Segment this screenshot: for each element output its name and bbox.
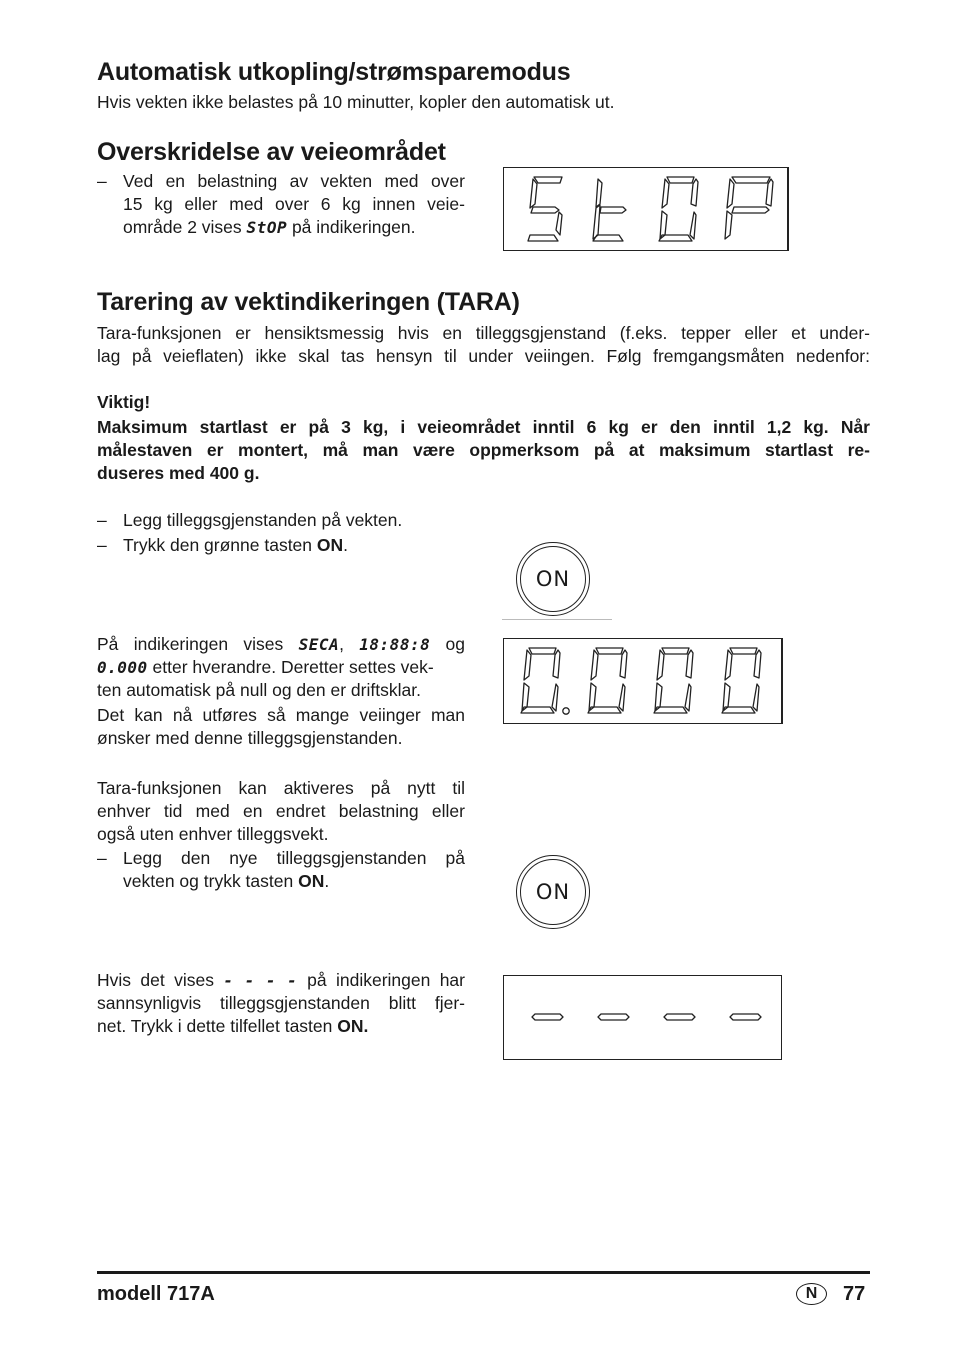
para3-line-3: også uten enhver tilleggsvekt. (97, 824, 329, 844)
important-block (97, 391, 870, 485)
heading-tara: Tarering av vektindikeringen (TARA) (97, 288, 520, 316)
tara-intro (97, 322, 870, 368)
step-3-line-2 (123, 870, 465, 893)
stop-display-svg (504, 168, 787, 250)
step-2 (97, 534, 497, 557)
segment-digit-p (725, 177, 773, 239)
overload-line-3-post: på indikeringen. (291, 217, 416, 237)
overload-line-3 (123, 216, 465, 239)
para2-line-2 (97, 656, 465, 679)
para2-line-2-post: etter hverandre. Deretter settes vek- (152, 657, 434, 677)
para-display-sequence (97, 633, 465, 750)
footer-rule (97, 1271, 870, 1274)
list-dash: – (97, 510, 107, 530)
para4-line-3-bold: ON. (337, 1016, 369, 1036)
stop-display-panel (503, 167, 789, 251)
para4-line-1 (97, 969, 465, 992)
para2-line-5: ønsker med denne tilleggsgjenstanden. (97, 728, 403, 748)
on-button-2[interactable] (516, 855, 590, 929)
tara-intro-line-2: lag på veieflaten) ikke skal tas hensyn til under veiingen. Følg fremgangsmåten nedenfor: (97, 346, 870, 366)
segment-digit-t (593, 179, 626, 241)
tara-intro-line-1: Tara-funksjonen er hensiktsmessig hvis en tilleggsgjenstand (f.eks. tepper eller et under- (97, 323, 870, 343)
dashes-code-inline: - - - - (223, 971, 298, 990)
page-number: 77 (843, 1283, 866, 1305)
list-dash: – (97, 171, 107, 191)
para4-line-2: sannsynligvis tilleggsgjenstanden blitt fjer- (97, 993, 465, 1013)
zero-display-svg (504, 639, 781, 723)
overload-line-3-pre: område 2 vises (123, 217, 242, 237)
dash-segment-2 (598, 1014, 629, 1020)
step-1-text: Legg tilleggsgjenstanden på vekten. (123, 510, 403, 530)
zero-code-inline: 0.000 (97, 658, 148, 677)
para4-post: på indikeringen har (307, 970, 465, 990)
step-3-post: . (324, 871, 330, 891)
step-2-pre: Trykk den grønne tasten (123, 535, 313, 555)
important-line-1: Maksimum startlast er på 3 kg, i veieområdet inntil 6 kg er den inntil 1,2 kg. Når (97, 417, 870, 437)
stop-code-inline: StOP (246, 218, 288, 237)
on-button-2-label: ON (520, 859, 586, 925)
step-2-post: . (343, 535, 349, 555)
important-label: Viktig! (97, 392, 151, 412)
para2-line-3: ten automatisk på null og den er driftsklar. (97, 680, 421, 700)
step-2-text (123, 534, 348, 557)
zero-display-panel (503, 638, 783, 724)
segment-digit-0-c (654, 648, 693, 713)
para2-sep: , (339, 634, 344, 654)
auto-off-text: Hvis vekten ikke belastes på 10 minutter, kopler den automatisk ut. (97, 92, 615, 112)
test-code-inline: 18:88:8 (359, 635, 431, 654)
para-tara-again (97, 777, 465, 846)
step-3-bold: ON (298, 871, 325, 891)
heading-auto-off: Automatisk utkopling/strømsparemodus (97, 58, 571, 86)
step-3-line-1: Legg den nye tilleggsgjenstanden på (123, 848, 465, 868)
step-1 (97, 509, 497, 532)
para4-line-3 (97, 1015, 465, 1038)
important-line-2: målestaven er montert, må man være oppmerksom på at maksimum startlast re- (97, 440, 870, 460)
list-dash: – (97, 535, 107, 555)
dash-segment-3 (664, 1014, 695, 1020)
segment-digit-0-d (722, 648, 761, 713)
para2-pre: På indikeringen vises (97, 634, 284, 654)
segment-digit-o (659, 177, 698, 241)
para2-line-1 (97, 633, 465, 656)
para4-pre: Hvis det vises (97, 970, 214, 990)
segment-digit-0-b (588, 648, 627, 713)
dash-segment-4 (730, 1014, 761, 1020)
dashes-display-panel (503, 975, 782, 1060)
para4-line-3-pre: net. Trykk i dette tilfellet tasten (97, 1016, 333, 1036)
list-dash: – (97, 848, 107, 868)
divider-line (502, 619, 612, 620)
segment-digit-s (528, 177, 562, 241)
overload-line-1: Ved en belastning av vekten med over (123, 171, 465, 191)
overload-line-2: 15 kg eller med over 6 kg innen veie- (123, 194, 465, 214)
segment-digit-0-a (521, 648, 560, 713)
step-3-pre: vekten og trykk tasten (123, 871, 294, 891)
para3-line-2: enhver tid med en endret belastning eller (97, 801, 465, 821)
step-2-bold: ON (316, 535, 344, 555)
heading-overload: Overskridelse av veieområdet (97, 138, 446, 166)
seca-code-inline: SECA (298, 635, 340, 654)
on-button-1-label: ON (520, 546, 586, 612)
overload-list-item (97, 170, 465, 240)
dashes-display-svg (504, 976, 781, 1059)
para3-line-1: Tara-funksjonen kan aktiveres på nytt til (97, 778, 465, 798)
on-button-1[interactable] (516, 542, 590, 616)
para2-line-4: Det kan nå utføres så mange veiinger man (97, 705, 465, 725)
para2-og: og (445, 634, 465, 654)
important-line-3: duseres med 400 g. (97, 463, 260, 483)
step-3 (97, 847, 465, 893)
footer-model: modell 717A (97, 1283, 215, 1305)
decimal-point (563, 708, 569, 714)
language-badge: N (796, 1283, 827, 1305)
para-dashes-display (97, 969, 465, 1038)
dash-segment-1 (532, 1014, 563, 1020)
